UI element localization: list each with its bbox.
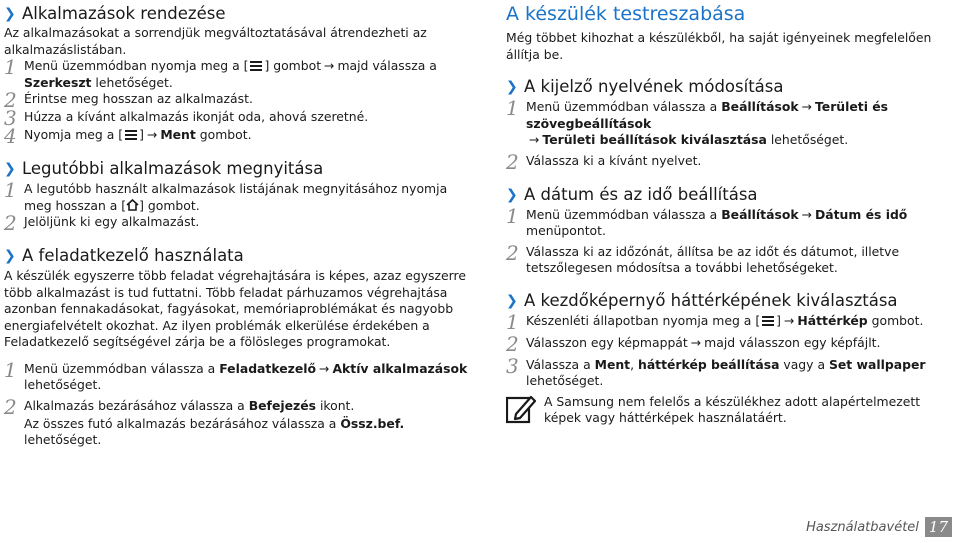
page-footer [806,517,952,537]
menu-icon [124,129,138,140]
step-2: 2 Érintse meg hosszan az alkalmazást. [4,88,253,112]
section-title-task-manager: ❯ A feladatkezelő használata [4,246,244,265]
chapter-title: A készülék testreszabása [506,3,746,25]
step-2: 2 Alkalmazás bezárásához válassza a Befejezés ikont. [4,394,355,419]
arrow-icon: → [690,334,702,350]
step-1: 1 A legutóbb használt alkalmazások listájának megnyitásához nyomja meg hosszan a [ ] gombot. [4,178,448,213]
step-1: 1 Menü üzemmódban nyomja meg a [ ] gombot → majd válassza a Szerkeszt lehetőséget. [4,55,437,90]
step-4: 4 Nyomja meg a [ ] → Ment gombot. [4,124,252,148]
step-2-detail: Az összes futó alkalmazás bezárásához válassza a Össz.bef. lehetőséget. [24,415,405,447]
chevron-right-icon: ❯ [4,248,16,264]
arrow-icon: → [801,99,812,114]
arrow-icon: → [529,132,540,147]
chevron-right-icon: ❯ [506,79,518,95]
section-title-date-time: ❯ A dátum és az idő beállítása [506,184,758,204]
home-icon [126,199,139,211]
step-2: 2 Válasszon egy képmappát → majd válasszon egy képfájlt. [506,331,881,356]
chapter-intro: Még többet kihozhat a készülékből, ha saját igényeinek megfelelően állítja be. [506,30,932,62]
step-2: 2 Jelöljünk ki egy alkalmazást. [4,211,200,235]
arrow-icon: → [324,58,335,73]
chevron-right-icon: ❯ [506,186,518,203]
chevron-right-icon: ❯ [4,161,16,177]
step-1: 1 Készenléti állapotban nyomja meg a [ ] → Háttérkép gombot. [506,309,924,334]
step-3: 3 Válassza a Ment, háttérkép beállítása vagy a Set wallpaper lehetőséget. [506,353,926,388]
note-pencil-icon [506,394,536,424]
right-column [506,0,952,427]
left-column [4,0,474,449]
arrow-icon: → [784,312,795,328]
section-title-language: ❯ A kijelző nyelvének módosítása [506,77,784,96]
arrow-icon: → [146,127,158,142]
page-number: 17 [925,517,952,537]
chevron-right-icon: ❯ [4,6,16,22]
menu-icon [249,60,263,71]
footer-chapter-label: Használatbavétel [806,519,919,535]
section-title-recent-apps: ❯ Legutóbbi alkalmazások megnyitása [4,159,324,178]
step-1: 1 Menü üzemmódban válassza a Beállítások → Dátum és idő menüpontot. [506,203,908,238]
step-2: 2 Válassza ki az időzónát, állítsa be az időt és dátumot, illetve tetszőlegesen módosítsa a további lehetőségeket. [506,240,900,275]
section-title-wallpaper: ❯ A kezdőképernyő háttérképének kiválasztása [506,290,898,310]
section-intro: Az alkalmazásokat a sorrendjük megváltoztatásával átrendezheti az alkalmazáslistában. [4,25,427,57]
step-1: 1 Menü üzemmódban válassza a Beállítások → Területi és szövegbeállítások → Területi beállítások kiválasztása lehetőséget. [506,96,889,147]
menu-icon [761,315,775,326]
step-3: 3 Húzza a kívánt alkalmazás ikonját oda, ahová szeretné. [4,106,369,130]
step-1: 1 Menü üzemmódban válassza a Feladatkezelő → Aktív alkalmazások lehetőséget. [4,357,468,392]
arrow-icon: → [801,206,812,222]
arrow-icon: → [319,360,330,376]
chevron-right-icon: ❯ [506,292,518,309]
step-2: 2 Válassza ki a kívánt nyelvet. [506,149,702,174]
note-box [506,394,952,427]
section-intro: A készülék egyszerre több feladat végrehajtására is képes, azaz egyszerre több alkalmazást is tud futtatni. Több feladat párhuzamos végrehajtása azonban fennakadásokat, fagyásokat, memóriaproblémákat és nagyobb energiafelvételt okozhat. Az ilyen problémák elkerülése érdekében a Feladatkezelő segítségével zárja be a fölösleges programokat. [4,268,466,349]
note-text: A Samsung nem felelős a készülékhez adott alapértelmezett képek vagy háttérképek használatáért. [544,393,921,425]
section-title-arrange-apps: ❯ Alkalmazások rendezése [4,4,226,23]
